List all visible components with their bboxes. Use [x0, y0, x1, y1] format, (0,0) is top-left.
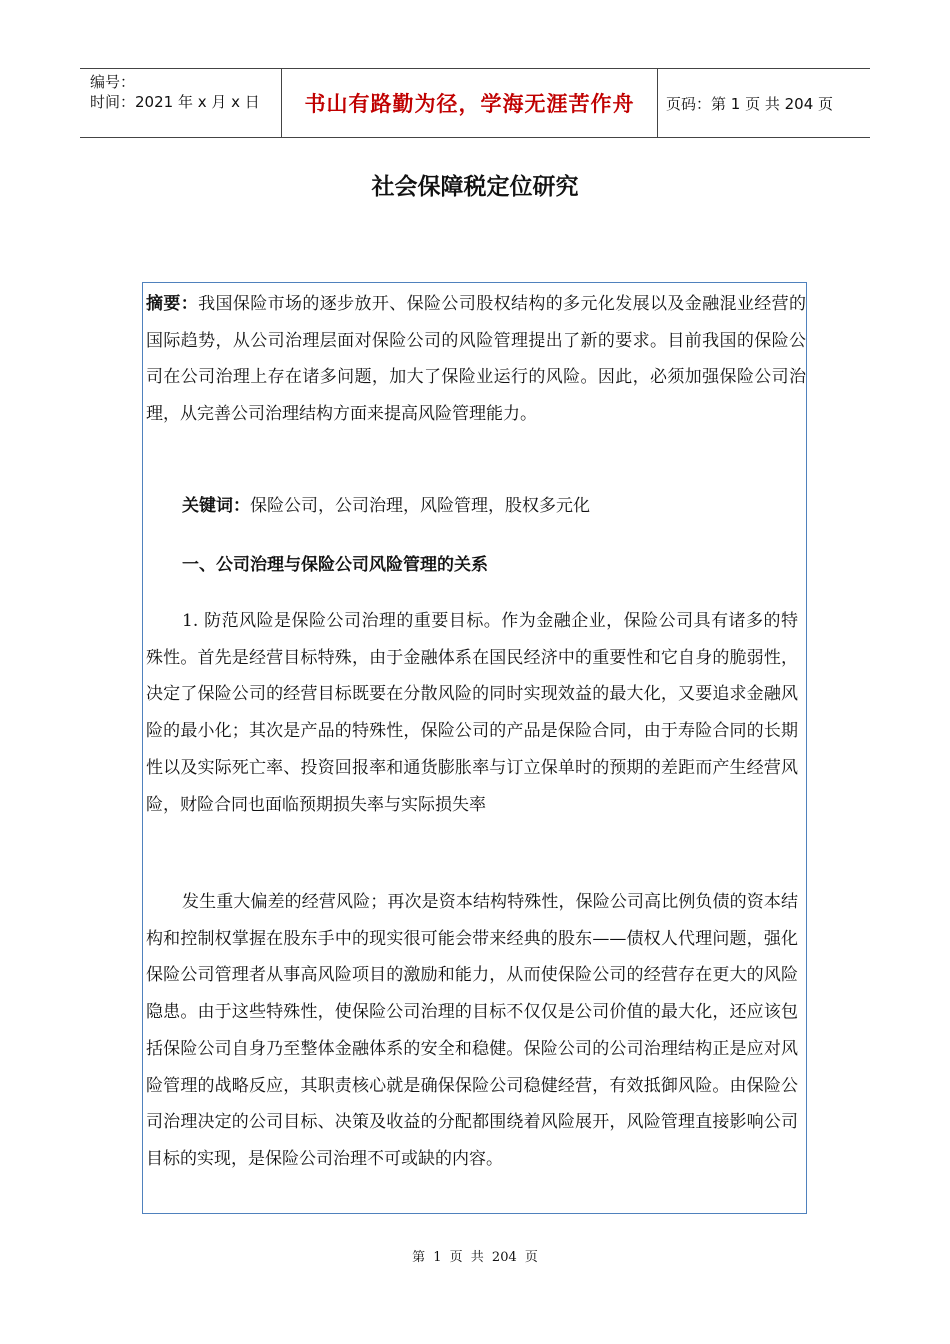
keywords-label: 关键词：: [182, 496, 250, 516]
section-heading: 一、公司治理与保险公司风险管理的关系: [182, 555, 488, 575]
header-motto-cell: [282, 69, 658, 137]
abstract-text: 我国保险市场的逐步放开、保险公司股权结构的多元化发展以及金融混业经营的国际趋势，从公司治理层面对保险公司的风险管理提出了新的要求。目前我国的保险公司在公司治理上存在诸多问题，加大了保险业运行的风险。因此，必须加强保险公司治理，从完善公司治理结构方面来提高风险管理能力。: [146, 294, 807, 424]
body-paragraph-1: 1. 防范风险是保险公司治理的重要目标。作为金融企业，保险公司具有诸多的特殊性。首先是经营目标特殊，由于金融体系在国民经济中的重要性和它自身的脆弱性，决定了保险公司的经营目标既要在分散风险的同时实现效益的最大化，又要追求金融风险的最小化；其次是产品的特殊性，保险公司的产品是保险合同，由于寿险合同的长期性以及实际死亡率、投资回报率和通货膨胀率与订立保单时的预期的差距而产生经营风险，财险合同也面临预期损失率与实际损失率: [146, 611, 798, 815]
document-title: 社会保障税定位研究: [371, 174, 579, 200]
keywords: [146, 488, 806, 524]
abstract-label: 摘要：: [146, 294, 199, 314]
body-paragraph-2: 发生重大偏差的经营风险；再次是资本结构特殊性，保险公司高比例负债的资本结构和控制权掌握在股东手中的现实很可能会带来经典的股东——债权人代理问题，强化保险公司管理者从事高风险项目的激励和能力，从而使保险公司的经营存在更大的风险隐患。由于这些特殊性，使保险公司治理的目标不仅仅是公司价值的最大化，还应该包括保险公司自身乃至整体金融体系的安全和稳健。保险公司的公司治理结构正是应对风险管理的战略反应，其职责核心就是确保保险公司稳健经营，有效抵御风险。由保险公司治理决定的公司目标、决策及收益的分配都围绕着风险展开，风险管理直接影响公司目标的实现，是保险公司治理不可或缺的内容。: [146, 892, 798, 1169]
abstract: [146, 286, 806, 432]
document-time-label: 时间：2021 年 x 月 x 日: [90, 93, 260, 111]
keywords-text: 保险公司，公司治理，风险管理，股权多元化: [250, 496, 590, 516]
header-meta: [80, 69, 282, 137]
header-page-info: 页码：第 1 页 共 204 页: [666, 94, 834, 113]
page-header: [80, 68, 870, 138]
header-motto: 书山有路勤为径，学海无涯苦作舟: [304, 92, 635, 116]
document-number-label: 编号：: [90, 73, 136, 91]
page-footer: 第 1 页 共 204 页: [412, 1250, 538, 1265]
